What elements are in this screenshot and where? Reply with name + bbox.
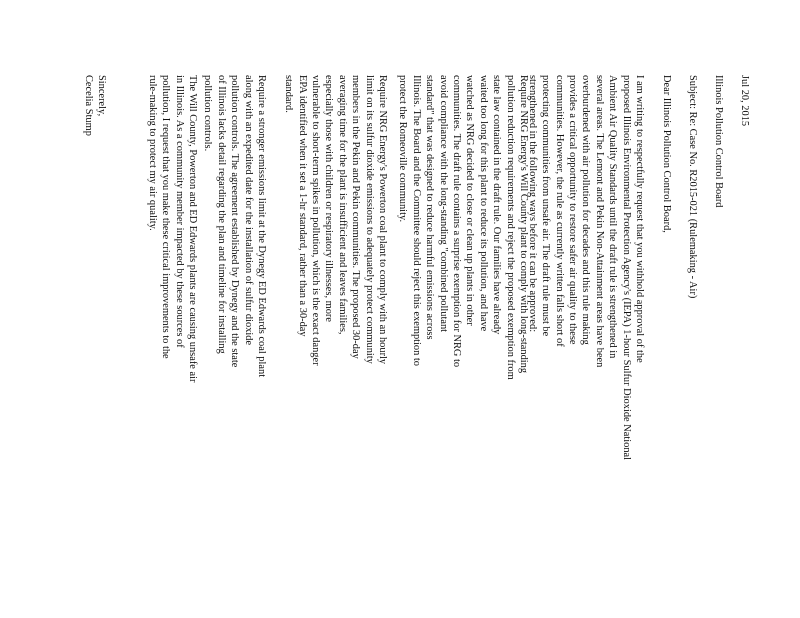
paragraph-line: watched as NRG decided to close or clean up plants in other [464,75,476,326]
paragraph-line: EPA identified when it set a 1-hr standard, rather than a 30-day [296,75,308,337]
paragraph-line: The Will County, Powerton and ED Edwards plants are causing unsafe air [187,75,198,383]
paragraph-line: communities. However, the rule as currently written falls short of [553,75,565,347]
letter-subject: Subject: Re: Case No. R2015-021 (Rulemaking - Air) [687,75,698,299]
paragraph-line: overburdened with air pollution for decades and this rule making [580,75,592,345]
paragraph-line: of Illinois lacks detail regarding the plan and timeline for installing [215,75,227,354]
paragraph-line: several areas. The Lemont and Pekin Non-Attainment areas have been [593,75,605,368]
paragraph-line: along with an expedited date for the installation of sulfur dioxide [242,75,254,346]
letter-closing: Sincerely, [96,75,107,117]
paragraph-line: communities. The draft rule contains a surprise exemption for NRG to [451,75,462,368]
paragraph-line: pollution, I request that you make these critical improvements to the [160,75,172,359]
paragraph-line: pollution reduction requirements and reject the proposed exemption from [504,75,516,380]
letter-signature: Cecelia Stump [83,75,94,136]
letter-date: Jul 20, 2015 [739,75,750,127]
paragraph-line: rule-making to protect my air quality. [146,75,158,231]
letter-recipient: Illinois Pollution Control Board [713,75,724,208]
paragraph-line: Require NRG Energy's Powerton coal plant to comply with an hourly [377,75,388,365]
paragraph-line: strengthened in the following ways before it can be approved: [526,75,538,333]
paragraph-line: members in the Pekin and Pekin communities. The proposed 30-day [350,75,362,359]
paragraph-line: protecting communities from unsafe air. The draft rule must be [540,75,552,337]
paragraph-line: limit on its sulfur dioxide emissions to adequately protect community [363,75,375,364]
paragraph-line: pollution controls. [202,75,214,152]
paragraph-line: Ambient Air Quality Standards until the draft rule is strengthened in [607,75,619,359]
paragraph-line: I am writing to respectfully request that you withhold approval of the [634,75,645,363]
paragraph-line: waited too long for this plant to reduce its pollution, and have [477,75,489,332]
paragraph-line: especially those with children or respiratory illnesses, more [323,75,335,322]
paragraph-line: vulnerable to short-term spikes in pollution, which is the exact danger [310,75,321,366]
paragraph-line: avoid compliance with the long-standing "combined pollutant [437,75,449,333]
paragraph-line: Require NRG Energy's Will County plant to comply with long-standing [518,75,529,374]
paragraph-line: state law contained in the draft rule. Our families have already [491,75,503,335]
letter-salutation: Dear Illinois Pollution Control Board, [661,75,672,233]
paragraph-line: Require a stronger emissions limit at the Dynegy ED Edwards coal plant [256,75,267,378]
paragraph-line: pollution controls. The agreement established by Dynegy and the state [229,75,241,368]
paragraph-line: standard" that was designed to reduce harmful emissions across [424,75,436,340]
paragraph-line: Illinois. The Board and the Committee should reject this exemption to [410,75,422,366]
paragraph-line: proposed Illinois Environmental Protection Agency's (IEPA) 1-hour Sulfur Dioxide National [620,75,632,461]
paragraph-line: in Illinois. As a community member impacted by these sources of [173,75,185,348]
paragraph-line: protect the Romeoville community. [397,75,409,223]
paragraph-line: provides a critical opportunity to restore safer air quality to these [567,75,578,345]
paragraph-line: averaging time for the plant is insufficient and leaves families, [336,75,348,335]
paragraph-line: standard. [283,75,295,113]
